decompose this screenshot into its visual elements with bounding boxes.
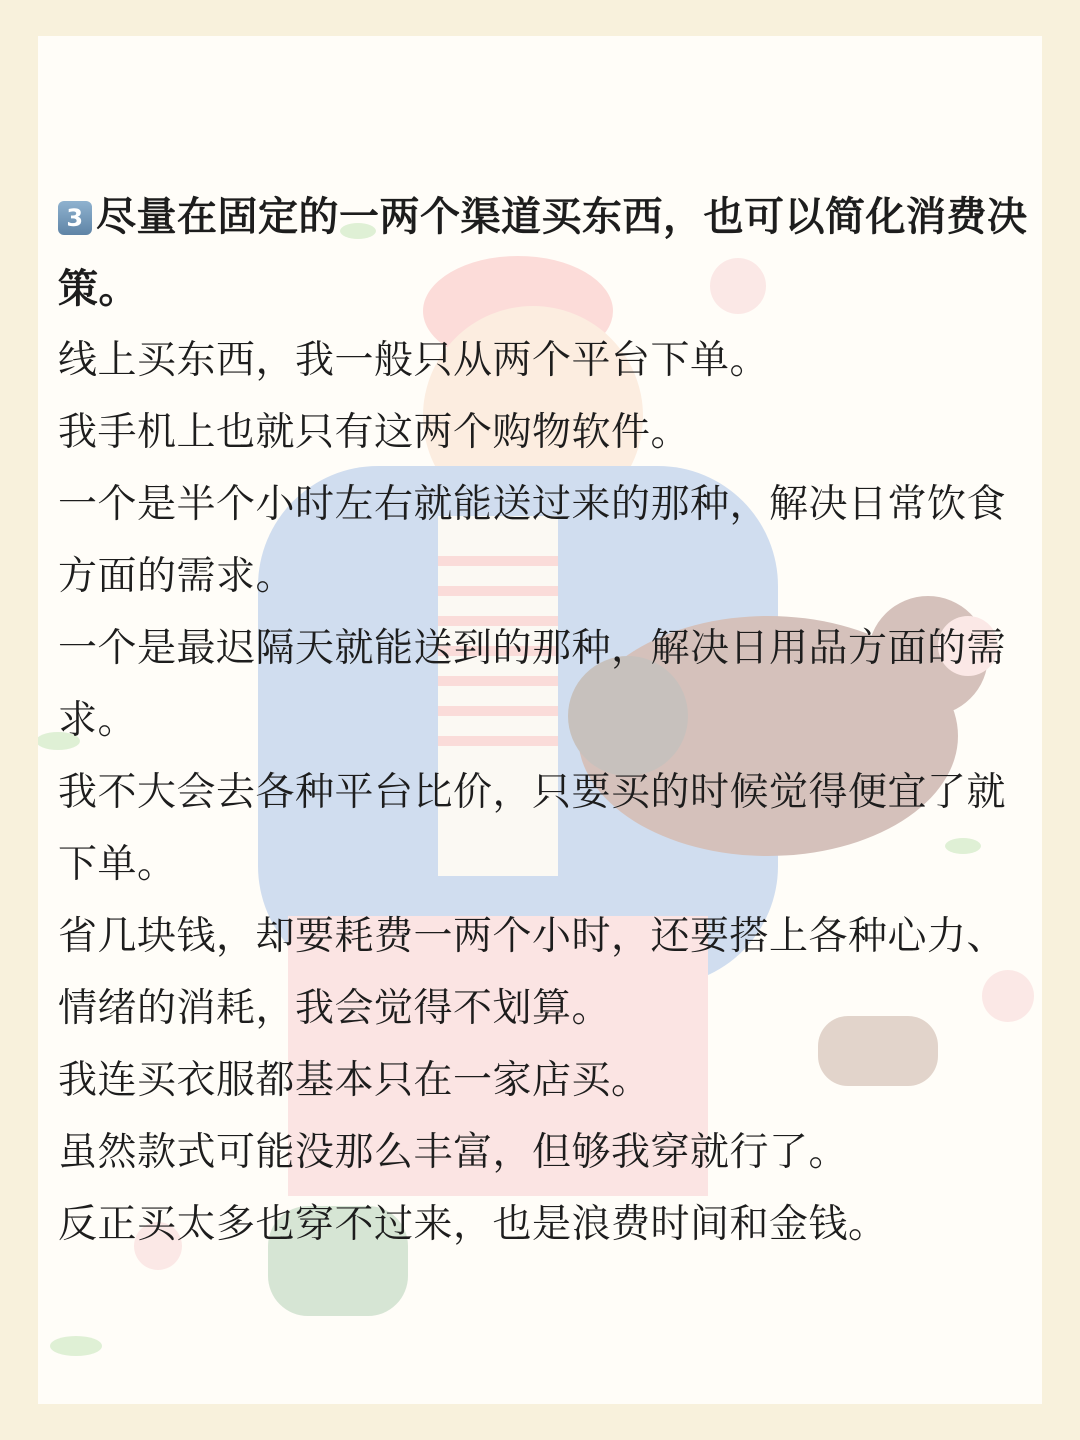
paragraph: 我连买衣服都基本只在一家店买。 <box>58 1058 651 1103</box>
paragraph: 一个是最迟隔天就能送到的那种，解决日用品方面的需求。 <box>58 626 1007 743</box>
paragraph: 线上买东西，我一般只从两个平台下单。 <box>58 338 770 383</box>
paragraph: 一个是半个小时左右就能送过来的那种，解决日常饮食方面的需求。 <box>58 482 1007 599</box>
keycap-three-icon: 3 <box>58 201 92 235</box>
section-heading <box>58 181 1028 325</box>
content-card <box>38 36 1042 1404</box>
paragraph: 反正买太多也穿不过来，也是浪费时间和金钱。 <box>58 1202 888 1247</box>
paragraph: 省几块钱，却要耗费一两个小时，还要搭上各种心力、情绪的消耗，我会觉得不划算。 <box>58 914 1007 1031</box>
paragraph: 我手机上也就只有这两个购物软件。 <box>58 410 691 455</box>
paragraph: 虽然款式可能没那么丰富，但够我穿就行了。 <box>58 1130 849 1175</box>
section-heading-text: 尽量在固定的一两个渠道买东西，也可以简化消费决策。 <box>58 194 1028 312</box>
article-content <box>58 181 1028 1261</box>
paragraph: 我不大会去各种平台比价，只要买的时候觉得便宜了就下单。 <box>58 770 1007 887</box>
